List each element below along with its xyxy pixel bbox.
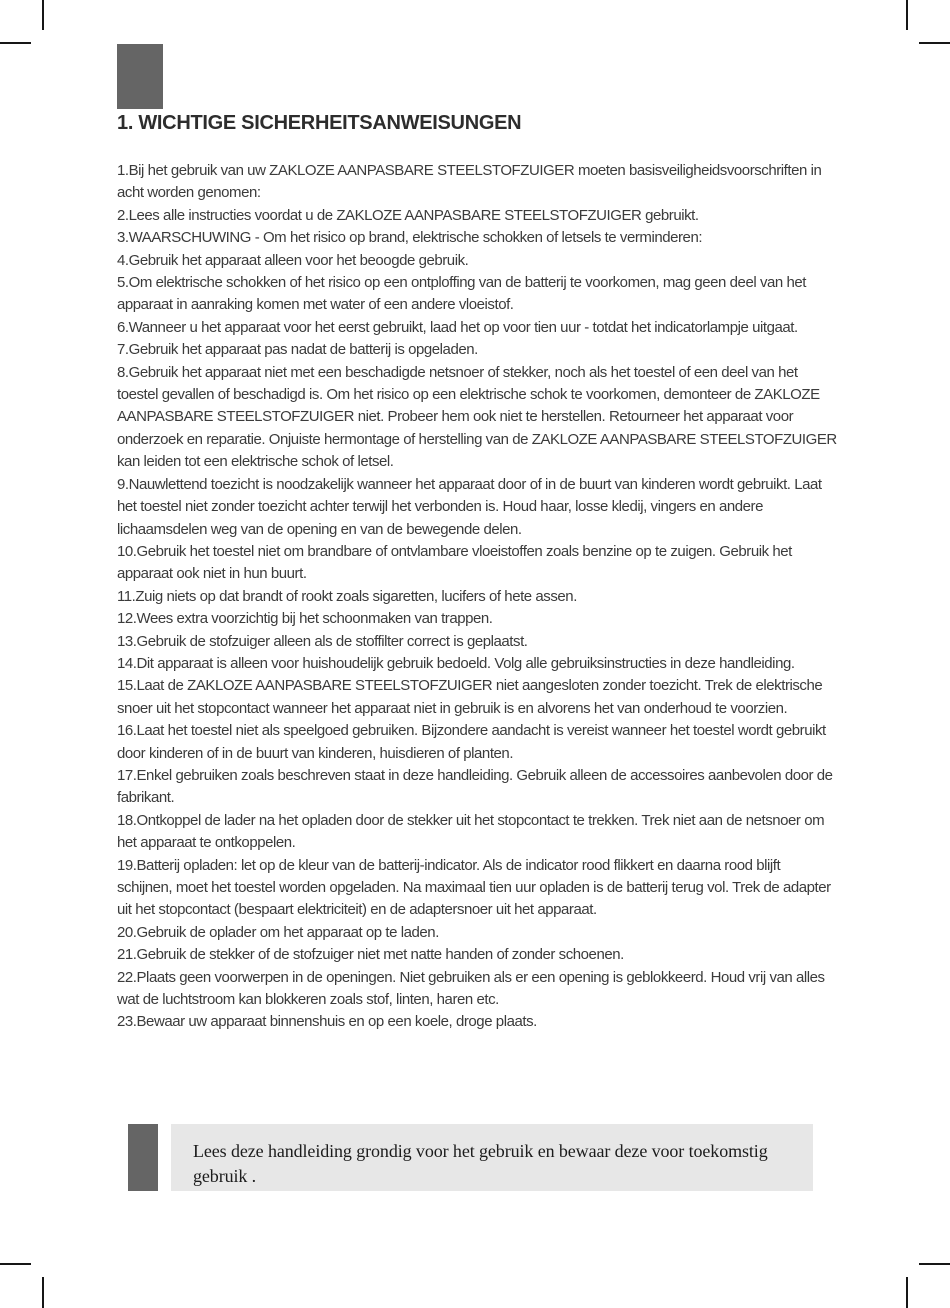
note-row (128, 1124, 813, 1191)
instruction-item: 7.Gebruik het apparaat pas nadat de batterij is opgeladen. (117, 341, 478, 359)
instruction-item: 1.Bij het gebruik van uw ZAKLOZE AANPASBARE STEELSTOFZUIGER moeten basisveiligheidsvoorschriften in acht worden genomen: (117, 162, 822, 202)
instruction-item: 17.Enkel gebruiken zoals beschreven staat in deze handleiding. Gebruik alleen de accessoires aanbevolen door de fabrikant. (117, 766, 833, 807)
instruction-item: 9.Nauwlettend toezicht is noodzakelijk wanneer het apparaat door of in de buurt van kinderen wordt gebruikt. Laat het toestel niet zonder toezicht achter terwijl het verbonden is. Houd haar, losse kledij, vingers en andere lichaamsdelen weg van de opening en van de bewegende delen. (117, 475, 822, 538)
safety-instructions-list (117, 160, 839, 1034)
instruction-item: 19.Batterij opladen: let op de kleur van de batterij-indicator. Als de indicator rood flikkert en daarna rood blijft schijnen, moet het toestel worden opgeladen. Na maximaal tien uur opladen is de batterij terug vol. Trek de adapter uit het stopcontact (bespaart elektriciteit) en de adaptersnoer uit het apparaat. (117, 856, 831, 919)
instruction-item: 16.Laat het toestel niet als speelgoed gebruiken. Bijzondere aandacht is vereist wanneer het toestel wordt gebruikt door kinderen of in de buurt van kinderen, huisdieren of planten. (117, 722, 826, 762)
instruction-item: 12.Wees extra voorzichtig bij het schoonmaken van trappen. (117, 610, 493, 628)
instruction-item: 13.Gebruik de stofzuiger alleen als de stoffilter correct is geplaatst. (117, 632, 528, 650)
crop-mark-top-left-vertical (42, 0, 44, 30)
instruction-item: 2.Lees alle instructies voordat u de ZAKLOZE AANPASBARE STEELSTOFZUIGER gebruikt. (117, 206, 699, 224)
instruction-item: 15.Laat de ZAKLOZE AANPASBARE STEELSTOFZUIGER niet aangesloten zonder toezicht. Trek de elektrische snoer uit het stopcontact wanneer het apparaat niet in gebruik is en alvorens het van onderhoud te voorzien. (117, 677, 823, 717)
section-heading: 1. WICHTIGE SICHERHEITSANWEISUNGEN (117, 112, 522, 134)
chapter-marker-block (117, 44, 163, 109)
crop-mark-top-right-vertical (906, 0, 908, 30)
crop-mark-bottom-left-vertical (42, 1277, 44, 1308)
instruction-item: 22.Plaats geen voorwerpen in de openingen. Niet gebruiken als er een opening is geblokkeerd. Houd vrij van alles wat de luchtstroom kan blokkeren zoals stof, linten, haren etc. (117, 968, 825, 1009)
instruction-item: 23.Bewaar uw apparaat binnenshuis en op een koele, droge plaats. (117, 1013, 537, 1031)
crop-mark-bottom-right-vertical (906, 1277, 908, 1308)
instruction-item: 8.Gebruik het apparaat niet met een beschadigde netsnoer of stekker, noch als het toestel of een deel van het toestel gevallen of beschadigd is. Om het risico op een elektrische schok te voorkomen, demonteer de ZAKLOZE AANPASBARE STEELSTOFZUIGER niet. Probeer hem ook niet te herstellen. Retourneer het apparaat voor onderzoek en reparatie. Onjuiste hermontage of herstelling van de ZAKLOZE AANPASBARE STEELSTOFZUIGER kan leiden tot een elektrische schok of letsel. (117, 363, 837, 471)
instruction-item: 10.Gebruik het toestel niet om brandbare of ontvlambare vloeistoffen zoals benzine op te zuigen. Gebruik het apparaat ook niet in hun buurt. (117, 542, 792, 583)
instruction-item: 3.WAARSCHUWING - Om het risico op brand, elektrische schokken of letsels te verminderen: (117, 229, 703, 247)
crop-mark-bottom-right-horizontal (919, 1263, 950, 1265)
instruction-item: 21.Gebruik de stekker of de stofzuiger niet met natte handen of zonder schoenen. (117, 946, 624, 964)
instruction-item: 6.Wanneer u het apparaat voor het eerst gebruikt, laad het op voor tien uur - totdat het indicatorlampje uitgaat. (117, 318, 798, 336)
crop-mark-top-right-horizontal (919, 42, 950, 44)
instruction-item: 18.Ontkoppel de lader na het opladen door de stekker uit het stopcontact te trekken. Trek niet aan de netsnoer om het apparaat te ontkoppelen. (117, 811, 825, 852)
instruction-item: 5.Om elektrische schokken of het risico op een ontploffing van de batterij te voorkomen, mag geen deel van het apparaat in aanraking komen met water of een andere vloeistof. (117, 274, 806, 314)
note-marker-block (128, 1124, 158, 1191)
note-text: Lees deze handleiding grondig voor het gebruik en bewaar deze voor toekomstig gebruik . (193, 1141, 768, 1186)
crop-mark-bottom-left-horizontal (0, 1263, 31, 1265)
instruction-item: 14.Dit apparaat is alleen voor huishoudelijk gebruik bedoeld. Volg alle gebruiksinstructies in deze handleiding. (117, 654, 795, 672)
instruction-item: 4.Gebruik het apparaat alleen voor het beoogde gebruik. (117, 251, 469, 269)
instruction-item: 20.Gebruik de oplader om het apparaat op te laden. (117, 923, 439, 941)
note-box (171, 1124, 813, 1191)
crop-mark-top-left-horizontal (0, 42, 31, 44)
instruction-item: 11.Zuig niets op dat brandt of rookt zoals sigaretten, lucifers of hete assen. (117, 587, 577, 605)
